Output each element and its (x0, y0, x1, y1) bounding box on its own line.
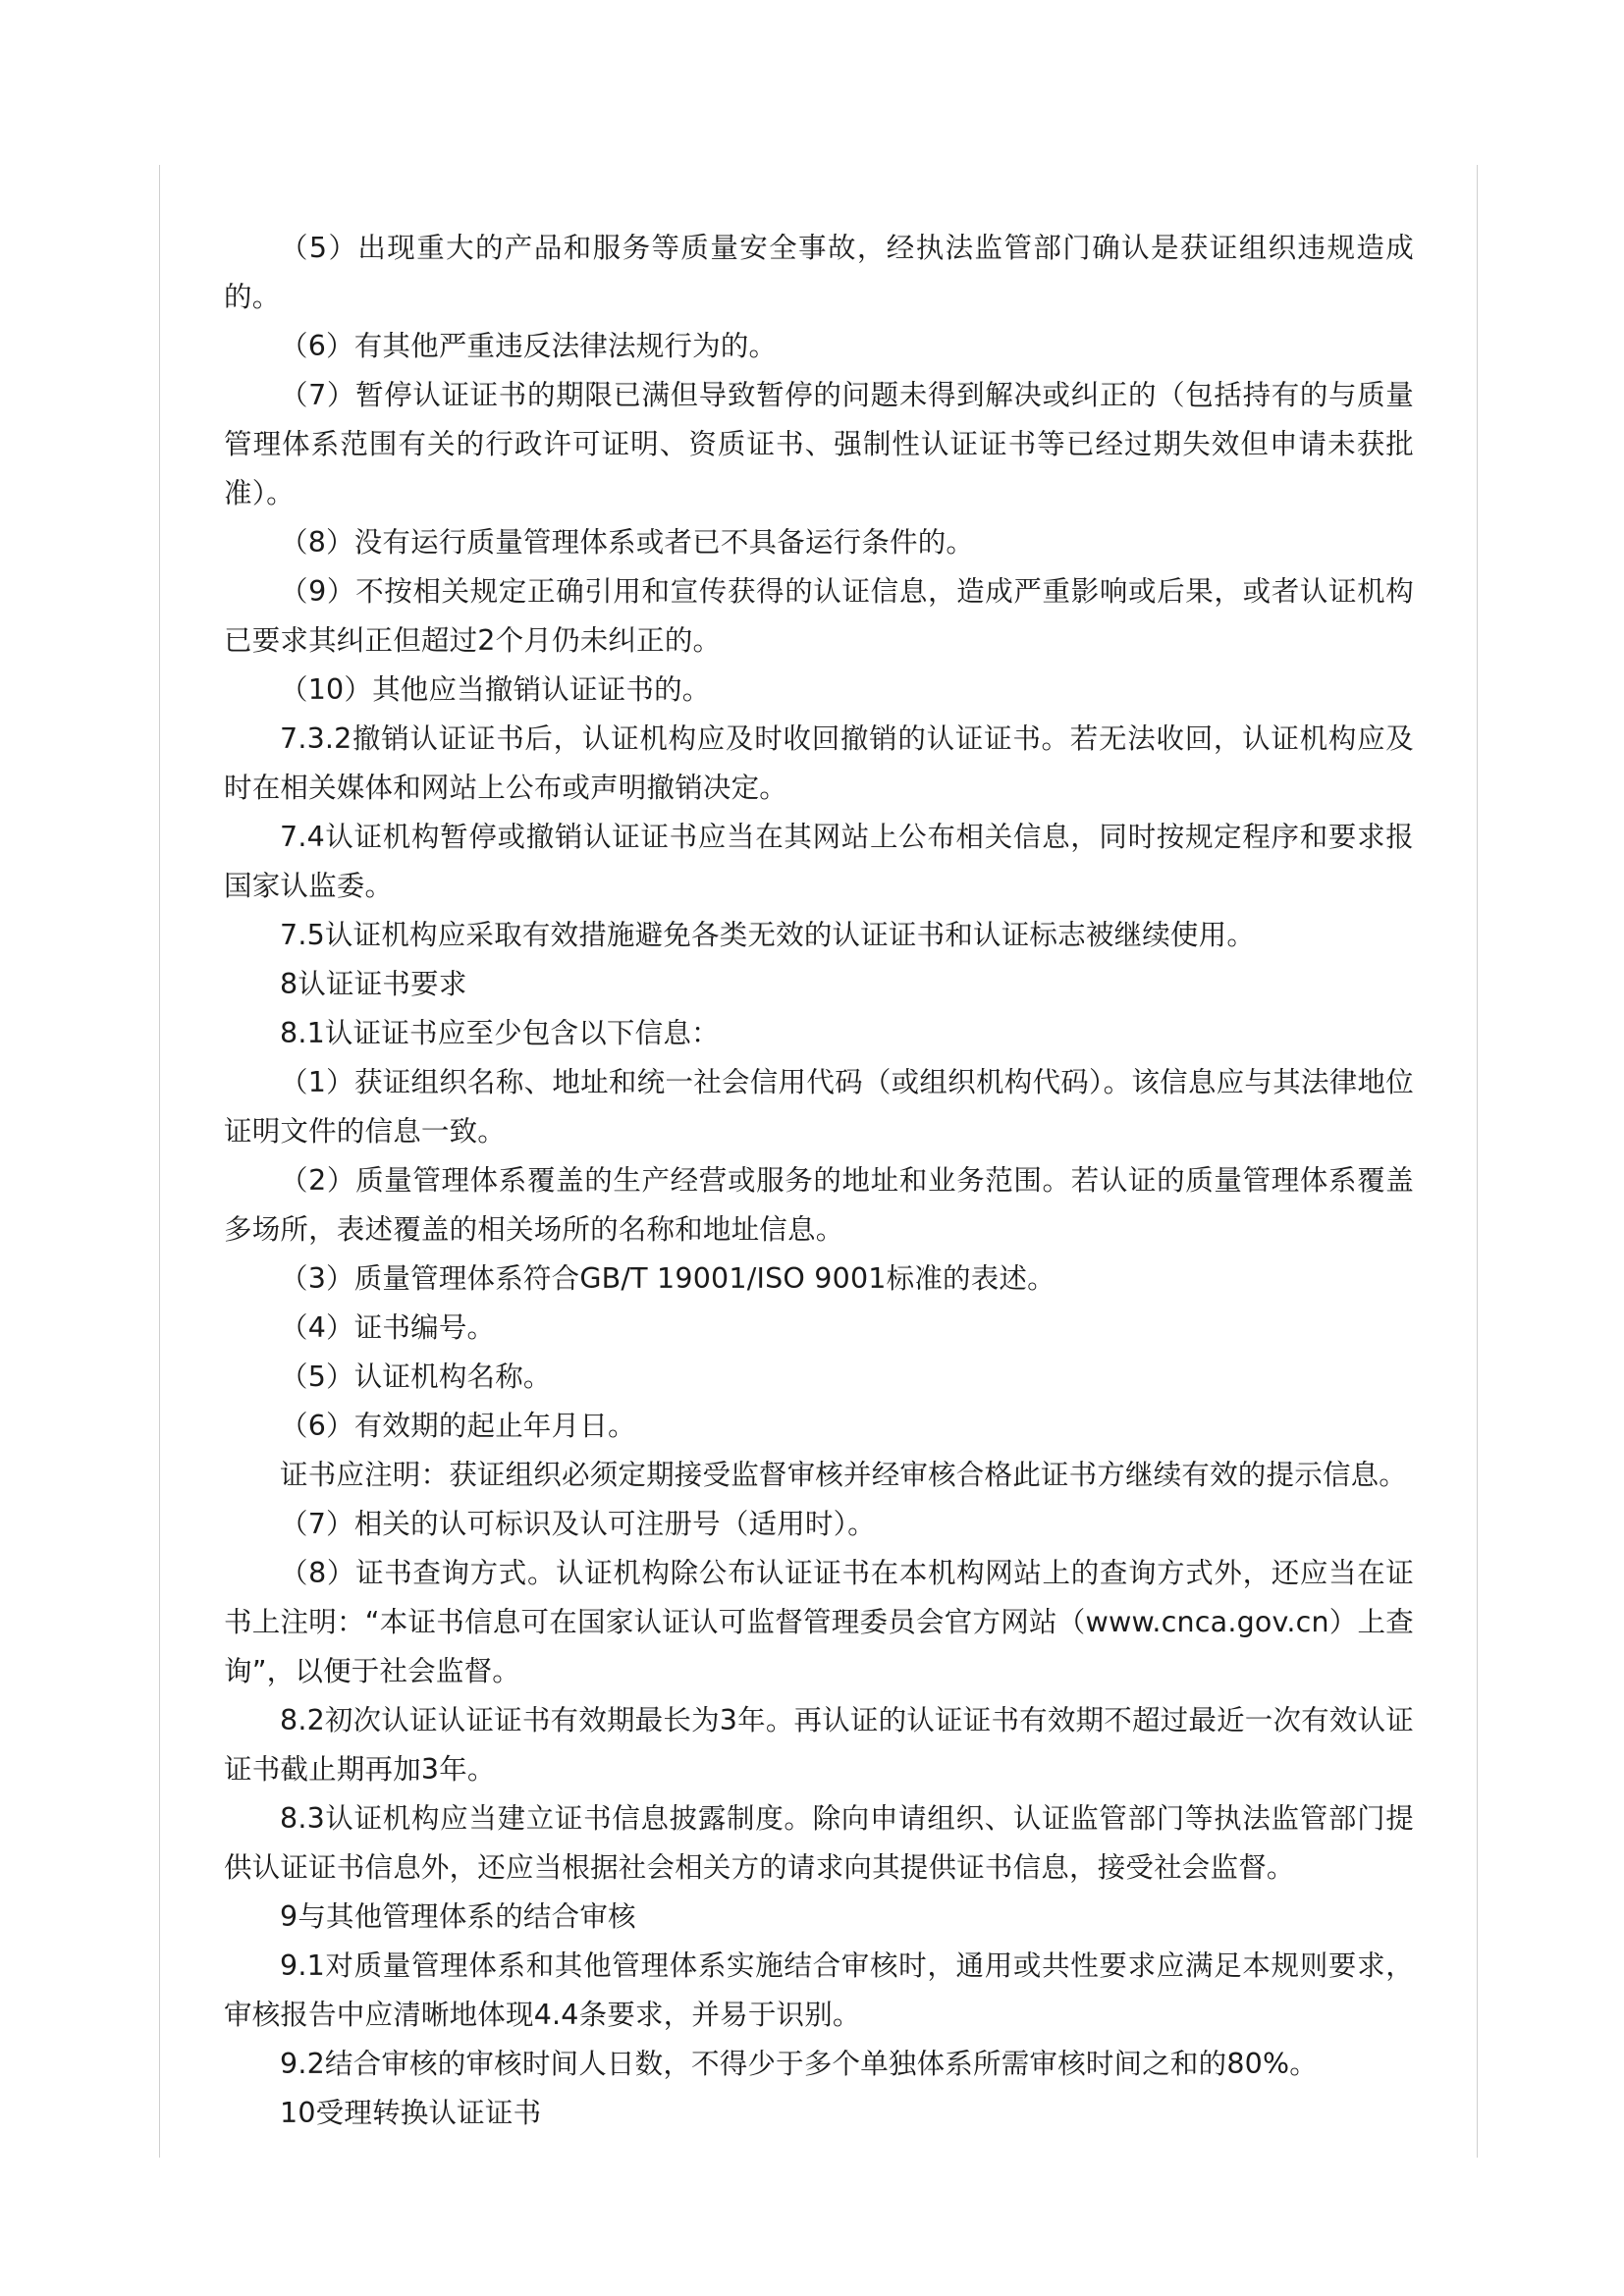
page-border-right (1477, 165, 1478, 2158)
paragraph: （5）认证机构名称。 (280, 1361, 552, 1393)
paragraph: （7）暂停认证证书的期限已满但导致暂停的问题未得到解决或纠正的（包括持有的与质量管理体系范围有关的行政许可证明、资质证书、强制性认证证书等已经过期失效但申请未获批准）。 (224, 379, 1414, 509)
paragraph: （6）有其他严重违反法律法规行为的。 (280, 330, 778, 362)
paragraph: 9.2结合审核的审核时间人日数，不得少于多个单独体系所需审核时间之和的80%。 (280, 2048, 1318, 2080)
paragraph: （1）获证组织名称、地址和统一社会信用代码（或组织机构代码）。该信息应与其法律地位证明文件的信息一致。 (224, 1066, 1414, 1148)
paragraph: （4）证书编号。 (280, 1311, 496, 1344)
paragraph: （9）不按相关规定正确引用和宣传获得的认证信息，造成严重影响或后果，或者认证机构已要求其纠正但超过2个月仍未纠正的。 (224, 575, 1414, 657)
paragraph: 8.3认证机构应当建立证书信息披露制度。除向申请组织、认证监管部门等执法监管部门提供认证证书信息外，还应当根据社会相关方的请求向其提供证书信息，接受社会监督。 (224, 1802, 1414, 1884)
paragraph: 9.1对质量管理体系和其他管理体系实施结合审核时，通用或共性要求应满足本规则要求，审核报告中应清晰地体现4.4条要求，并易于识别。 (224, 1949, 1414, 2031)
paragraph: （6）有效期的起止年月日。 (280, 1410, 636, 1442)
page-border-left (159, 165, 160, 2158)
section-heading: 9与其他管理体系的结合审核 (280, 1900, 636, 1933)
paragraph: 7.5认证机构应采取有效措施避免各类无效的认证证书和认证标志被继续使用。 (280, 919, 1256, 951)
section-heading: 10受理转换认证证书 (280, 2097, 542, 2129)
section-heading: 8认证证书要求 (280, 968, 467, 1000)
paragraph: 8.1认证证书应至少包含以下信息： (280, 1017, 720, 1049)
paragraph: 证书应注明：获证组织必须定期接受监督审核并经审核合格此证书方继续有效的提示信息。 (280, 1459, 1408, 1491)
paragraph: （5）出现重大的产品和服务等质量安全事故，经执法监管部门确认是获证组织违规造成的。 (224, 232, 1414, 313)
paragraph: （2）质量管理体系覆盖的生产经营或服务的地址和业务范围。若认证的质量管理体系覆盖多场所，表述覆盖的相关场所的名称和地址信息。 (224, 1164, 1414, 1246)
document-body (224, 224, 1414, 2138)
paragraph: （10）其他应当撤销认证证书的。 (280, 673, 711, 706)
paragraph: （8）证书查询方式。认证机构除公布认证证书在本机构网站上的查询方式外，还应当在证书上注明：“本证书信息可在国家认证认可监督管理委员会官方网站（www.cnca.gov.cn）上查询”，以便于社会监督。 (224, 1557, 1414, 1687)
paragraph: （7）相关的认可标识及认可注册号（适用时）。 (280, 1508, 876, 1540)
paragraph: 7.3.2撤销认证证书后，认证机构应及时收回撤销的认证证书。若无法收回，认证机构应及时在相关媒体和网站上公布或声明撤销决定。 (224, 722, 1414, 804)
paragraph: （8）没有运行质量管理体系或者已不具备运行条件的。 (280, 526, 975, 559)
paragraph: （3）质量管理体系符合GB/T 19001/ISO 9001标准的表述。 (280, 1262, 1056, 1295)
paragraph: 8.2初次认证认证证书有效期最长为3年。再认证的认证证书有效期不超过最近一次有效认证证书截止期再加3年。 (224, 1704, 1414, 1786)
paragraph: 7.4认证机构暂停或撤销认证证书应当在其网站上公布相关信息，同时按规定程序和要求报国家认监委。 (224, 821, 1414, 902)
